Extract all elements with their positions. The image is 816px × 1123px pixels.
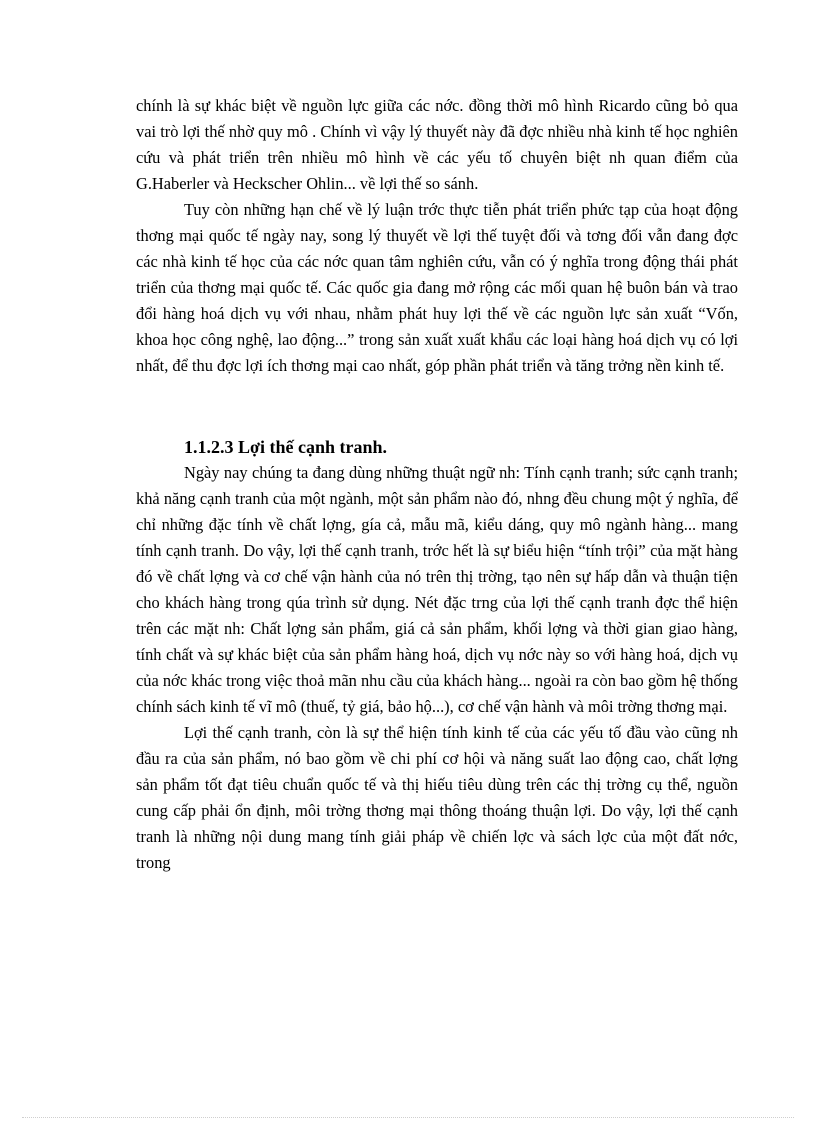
paragraph-competitive-economics: Lợi thế cạnh tranh, còn là sự thể hiện tính kinh tế của các yếu tố đầu vào cũng nh đầu ra của sản phẩm, nó bao gồm về chi phí cơ hội và năng suất lao động cao, chất lợng sản phẩm tốt đạt tiêu chuẩn quốc tế và thị hiếu tiêu dùng trên các thị trờng cụ thể, nguồn cung cấp phải ổn định, môi trờng thơng mại thông thoáng thuận lợi. Do vậy, lợi thế cạnh tranh là những nội dung mang tính giải pháp về chiến lợc và sách lợc của một đất nớc, trong: [136, 723, 738, 872]
section-heading-competitive-advantage: 1.1.2.3 Lợi thế cạnh tranh.: [184, 437, 387, 457]
document-page: [136, 93, 738, 876]
page-bottom-divider: [22, 1117, 794, 1118]
paragraph-absolute-relative-advantage: Tuy còn những hạn chế về lý luận trớc thực tiễn phát triển phức tạp của hoạt động thơng mại quốc tế ngày nay, song lý thuyết về lợi thế tuyệt đối và tơng đối vẫn đang đợc các nhà kinh tế học của các nớc quan tâm nghiên cứu, vẫn có ý nghĩa trong động thái phát triển của thơng mại quốc tế. Các quốc gia đang mở rộng các mối quan hệ buôn bán và trao đổi hàng hoá dịch vụ với nhau, nhằm phát huy lợi thế về các nguồn lực sản xuất “Vốn, khoa học công nghệ, lao động...” trong sản xuất xuất khẩu các loại hàng hoá dịch vụ có lợi nhất, để thu đợc lợi ích thơng mại cao nhất, góp phần phát triển và tăng trởng nền kinh tế.: [136, 200, 738, 375]
paragraph-ricardo-model: chính là sự khác biệt về nguồn lực giữa các nớc. đồng thời mô hình Ricardo cũng bỏ qua vai trò lợi thế nhờ quy mô . Chính vì vậy lý thuyết này đã đợc nhiều nhà kinh tế học nghiên cứu và phát triển trên nhiều mô hình về các yếu tố chuyên biệt nh quan điểm của G.Haberler và Heckscher Ohlin... về lợi thế so sánh.: [136, 96, 738, 193]
paragraph-competitiveness-definition: Ngày nay chúng ta đang dùng những thuật ngữ nh: Tính cạnh tranh; sức cạnh tranh; khả năng cạnh tranh của một ngành, một sản phẩm nào đó, nhng đều chung một ý nghĩa, để chỉ những đặc tính về chất lợng, gía cả, mẫu mã, kiểu dáng, quy mô ngành hàng... mang tính cạnh tranh. Do vậy, lợi thế cạnh tranh, trớc hết là sự biểu hiện “tính trội” của mặt hàng đó về chất lợng và cơ chế vận hành của nó trên thị trờng, tạo nên sự hấp dẫn và thuận tiện cho khách hàng trong qúa trình sử dụng. Nét đặc trng của lợi thế cạnh tranh đợc thể hiện trên các mặt nh: Chất lợng sản phẩm, giá cả sản phẩm, khối lợng và thời gian giao hàng, tính chất và sự khác biệt của sản phẩm hàng hoá, dịch vụ nớc này so với hàng hoá, dịch vụ của nớc khác trong việc thoả mãn nhu cầu của khách hàng... ngoài ra còn bao gồm hệ thống chính sách kinh tế vĩ mô (thuế, tỷ giá, bảo hộ...), cơ chế vận hành và môi trờng thơng mại.: [136, 463, 738, 716]
